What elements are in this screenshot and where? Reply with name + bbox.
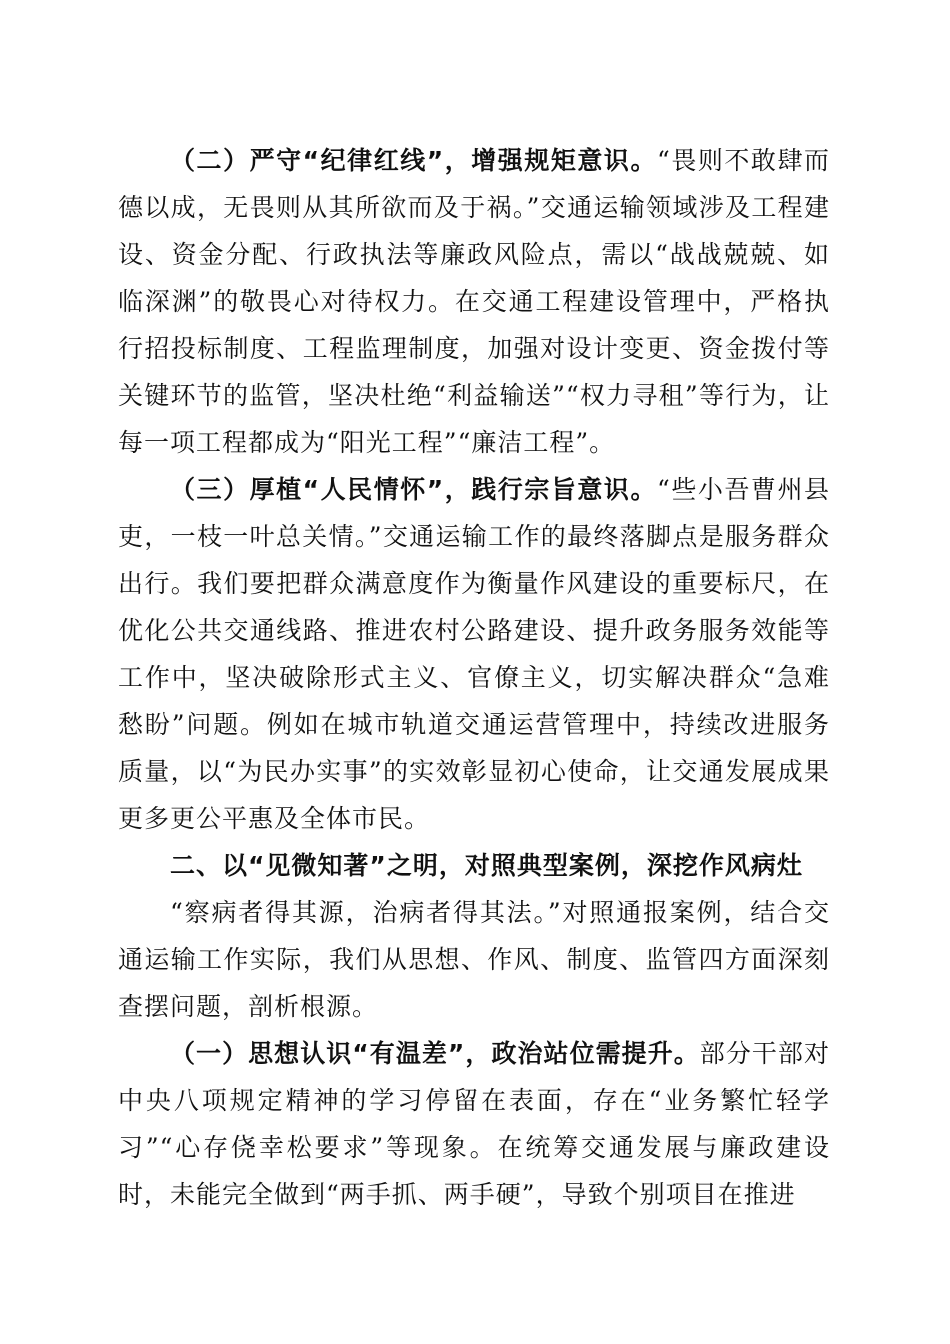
paragraph-text: “畏则不敢肆而德以成，无畏则从其所欲而及于祸。”交通运输领域涉及工程建设、资金分配、行政执法等廉政风险点，需以“战战兢兢、如临深渊”的敬畏心对待权力。在交通工程建设管理中，严格执行招投标制度、工程监理制度，加强对设计变更、资金拨付等关键环节的监管，坚决杜绝“利益输送”“权力寻租”等行为，让每一项工程都成为“阳光工程”“廉洁工程”。 bbox=[118, 146, 830, 457]
paragraph-people bbox=[118, 466, 830, 842]
document-body bbox=[118, 137, 830, 1218]
paragraph-discipline bbox=[118, 137, 830, 466]
paragraph-lead: （三）厚植“人民情怀”，践行宗旨意识。 bbox=[170, 475, 657, 504]
paragraph-thinking bbox=[118, 1030, 830, 1218]
paragraph-text: 部分干部对中央八项规定精神的学习停留在表面，存在“业务繁忙轻学习”“心存侥幸松要求”等现象。在统筹交通发展与廉政建设时，未能完全做到“两手抓、两手硬”，导致个别项目在推进 bbox=[118, 1039, 830, 1209]
paragraph-lead: （一）思想认识“有温差”，政治站位需提升。 bbox=[170, 1039, 700, 1068]
paragraph-text: “些小吾曹州县吏，一枝一叶总关情。”交通运输工作的最终落脚点是服务群众出行。我们要把群众满意度作为衡量作风建设的重要标尺，在优化公共交通线路、推进农村公路建设、提升政务服务效能等工作中，坚决破除形式主义、官僚主义，切实解决群众“急难愁盼”问题。例如在城市轨道交通运营管理中，持续改进服务质量，以“为民办实事”的实效彰显初心使命，让交通发展成果更多更公平惠及全体市民。 bbox=[118, 475, 830, 833]
section-intro: “察病者得其源，治病者得其法。”对照通报案例，结合交通运输工作实际，我们从思想、作风、制度、监管四方面深刻查摆问题，剖析根源。 bbox=[118, 898, 830, 1021]
paragraph-lead: （二）严守“纪律红线”，增强规矩意识。 bbox=[170, 146, 657, 175]
section-heading: 二、以“见微知著”之明，对照典型案例，深挖作风病灶 bbox=[170, 851, 803, 880]
